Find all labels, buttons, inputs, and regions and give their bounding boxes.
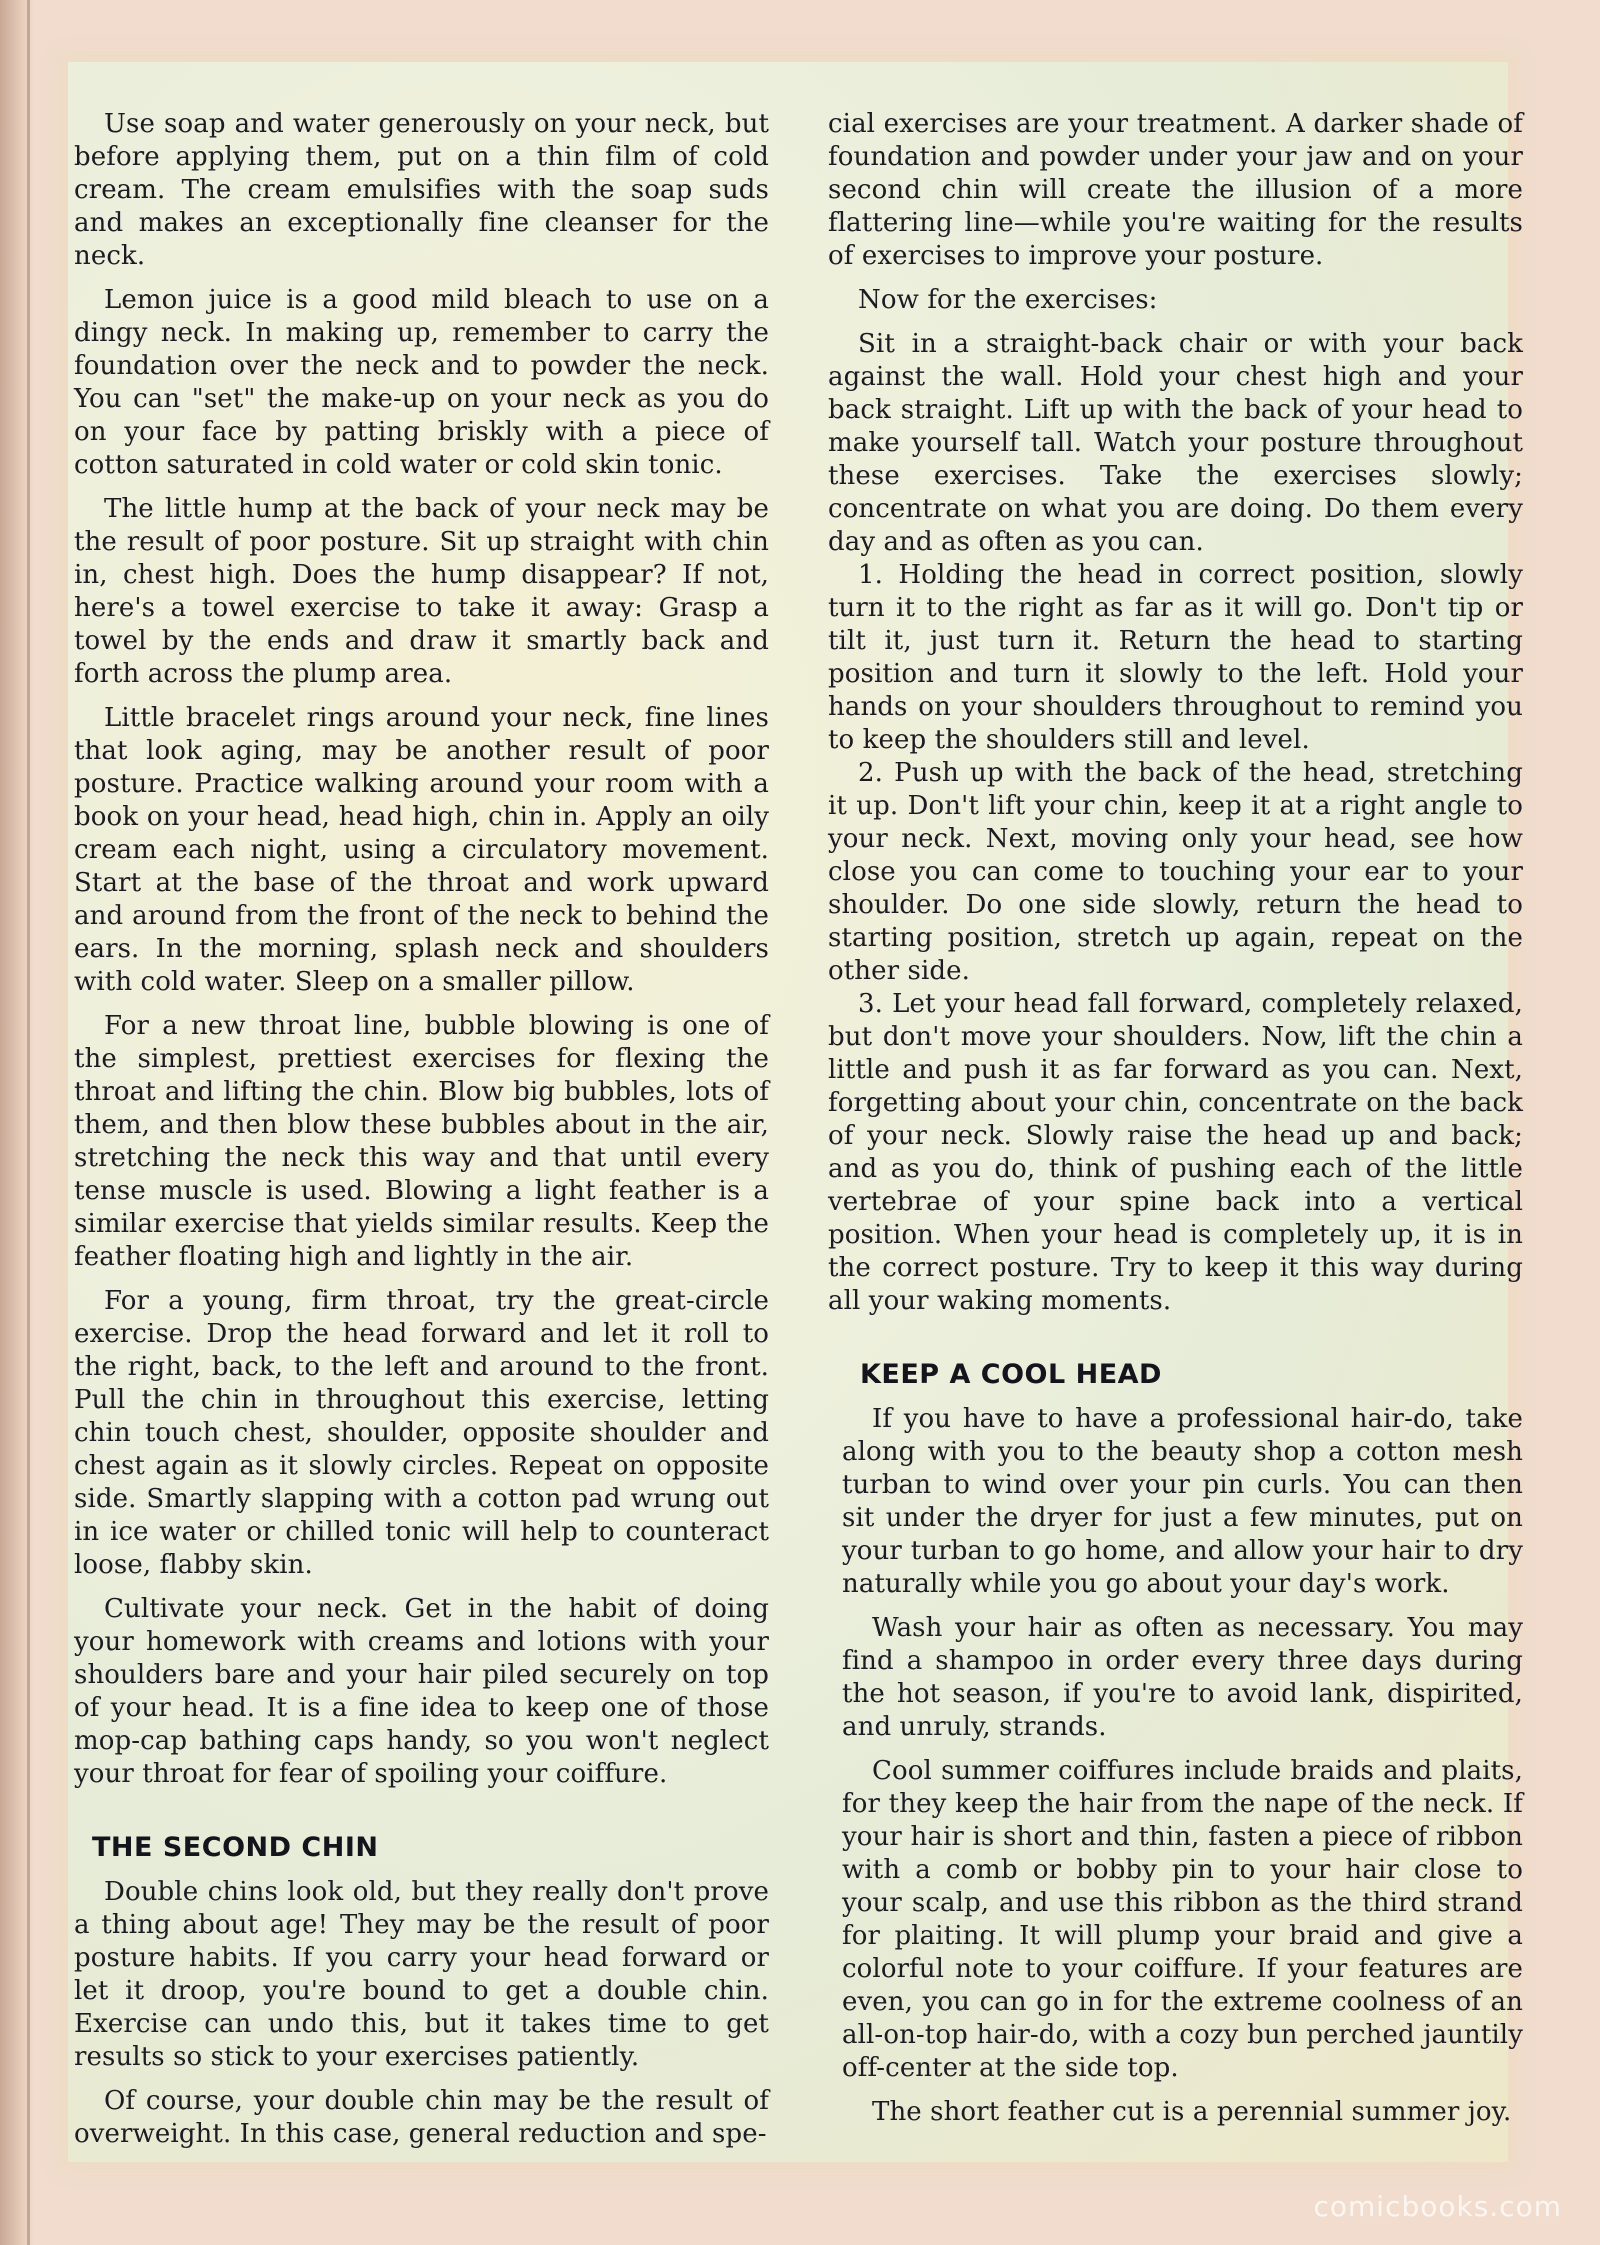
right-column <box>828 108 1523 2140</box>
exercise-step: 2. Push up with the back of the head, stretching it up. Don't lift your chin, keep it at a right angle to your neck. Next, moving only your head, see how close you can come to touching your ear to your shoulder. Do one side slowly, return the head to starting position, stretch up again, repeat on the other side. <box>828 758 1523 986</box>
paragraph: Cultivate your neck. Get in the habit of doing your homework with creams and lotions with your shoulders bare and your hair piled securely on top of your head. It is a fine idea to keep one of those mop-cap bathing caps handy, so you won't neglect your throat for fear of spoiling your coiffure. <box>74 1594 769 1789</box>
paragraph: Of course, your double chin may be the result of overweight. In this case, general reduction and spe- <box>74 2086 769 2149</box>
paragraph: The short feather cut is a perennial summer joy. <box>872 2097 1512 2127</box>
paragraph: Double chins look old, but they really don't prove a thing about age! They may be the result of poor posture habits. If you carry your head forward or let it droop, you're bound to get a double chin. Exercise can undo this, but it takes time to get results so stick to your exercises patiently. <box>74 1877 769 2072</box>
right-lower-section <box>828 1358 1523 2129</box>
paragraph: If you have to have a professional hair-do, take along with you to the beauty shop a cotton mesh turban to wind over your pin curls. You can then sit under the dryer for just a few minutes, put on your turban to go home, and allow your hair to dry naturally while you go about your day's work. <box>842 1404 1523 1599</box>
paragraph: For a young, firm throat, try the great-circle exercise. Drop the head forward and let it roll to the right, back, to the left and around to the front. Pull the chin in throughout this exercise, letting chin touch chest, shoulder, opposite shoulder and chest again as it slowly circles. Repeat on opposite side. Smartly slapping with a cotton pad wrung out in ice water or chilled tonic will help to counteract loose, flabby skin. <box>74 1286 769 1580</box>
paragraph: Cool summer coiffures include braids and plaits, for they keep the hair from the nape of the neck. If your hair is short and thin, fasten a piece of ribbon with a comb or bobby pin to your hair close to your scalp, and use this ribbon as the third strand for plaiting. It will plump your braid and give a colorful note to your coiffure. If your features are even, you can go in for the extreme coolness of an all-on-top hair-do, with a cozy bun perched jauntily off-center at the side top. <box>842 1756 1523 2083</box>
paragraph: Wash your hair as often as necessary. You may find a shampoo in order every three days during the hot season, if you're to avoid lank, dispirited, and unruly, strands. <box>842 1613 1523 1742</box>
exercise-step: 3. Let your head fall forward, completely relaxed, but don't move your shoulders. Now, lift the chin a little and push it as far forward as you can. Next, forgetting about your chin, concentrate on the back of your neck. Slowly raise the head up and back; and as you do, think of pushing each of the little vertebrae of your spine back into a vertical position. When your head is completely up, it is in the correct posture. Try to keep it this way during all your waking moments. <box>828 989 1523 1316</box>
left-column <box>74 108 769 2162</box>
paragraph: Sit in a straight-back chair or with your back against the wall. Hold your chest high and your back straight. Lift up with the back of your head to make yourself tall. Watch your posture throughout these exercises. Take the exercises slowly; concentrate on what you are doing. Do them every day and as often as you can. <box>828 329 1523 557</box>
section-heading-second-chin: THE SECOND CHIN <box>92 1832 379 1863</box>
section-heading-keep-a-cool-head: KEEP A COOL HEAD <box>860 1359 1162 1390</box>
paragraph: Little bracelet rings around your neck, fine lines that look aging, may be another result of poor posture. Practice walking around your room with a book on your head, head high, chin in. Apply an oily cream each night, using a circulatory movement. Start at the base of the throat and work upward and around from the front of the neck to behind the ears. In the morning, splash neck and shoulders with cold water. Sleep on a smaller pillow. <box>74 703 769 997</box>
paragraph: Now for the exercises: <box>858 285 1158 315</box>
paragraph: Lemon juice is a good mild bleach to use on a dingy neck. In making up, remember to carry the foundation over the neck and to powder the neck. You can "set" the make-up on your neck as you do on your face by patting briskly with a piece of cotton saturated in cold water or cold skin tonic. <box>74 285 769 480</box>
exercise-step: 1. Holding the head in correct position, slowly turn it to the right as far as it will go. Don't tip or tilt it, just turn it. Return the head to starting position and turn it slowly to the left. Hold your hands on your shoulders throughout to remind you to keep the shoulders still and level. <box>828 560 1523 755</box>
site-watermark: comicbooks.com <box>1313 2190 1562 2223</box>
page-fold-line <box>27 0 30 2245</box>
paragraph: Use soap and water generously on your neck, but before applying them, put on a thin film of cold cream. The cream emulsifies with the soap suds and makes an exceptionally fine cleanser for the neck. <box>74 109 769 271</box>
paragraph: cial exercises are your treatment. A darker shade of foundation and powder under your jaw and on your second chin will create the illusion of a more flattering line—while you're waiting for the results of exercises to improve your posture. <box>828 109 1523 271</box>
paragraph: The little hump at the back of your neck may be the result of poor posture. Sit up straight with chin in, chest high. Does the hump disappear? If not, here's a towel exercise to take it away: Grasp a towel by the ends and draw it smartly back and forth across the plump area. <box>74 494 769 689</box>
paragraph: For a new throat line, bubble blowing is one of the simplest, prettiest exercises for flexing the throat and lifting the chin. Blow big bubbles, lots of them, and then blow these bubbles about in the air, stretching the neck this way and that until every tense muscle is used. Blowing a light feather is a similar exercise that yields similar results. Keep the feather floating high and lightly in the air. <box>74 1011 769 1272</box>
